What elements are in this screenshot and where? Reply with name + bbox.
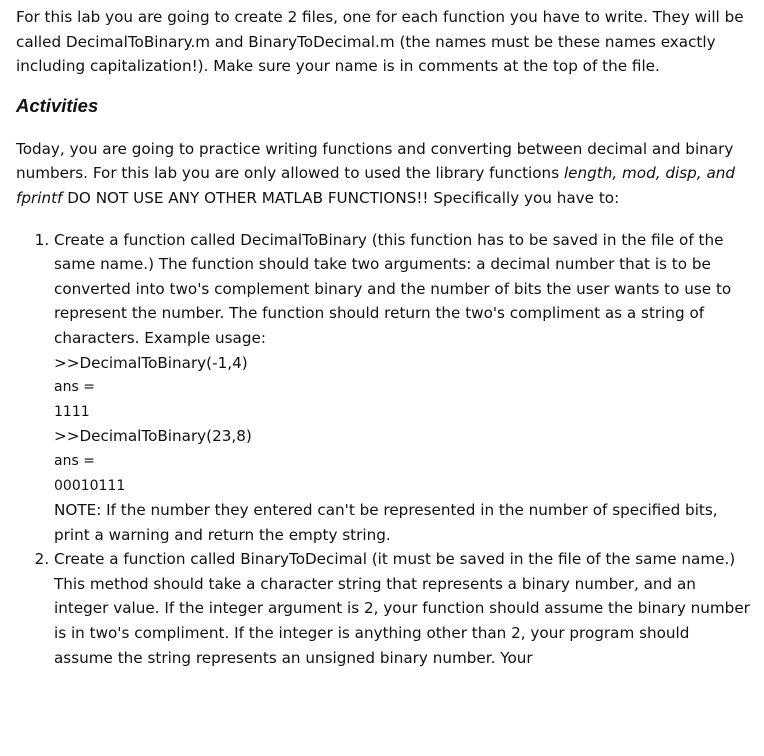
example-1-ans: ans = xyxy=(54,379,95,396)
list-item xyxy=(54,547,752,670)
activity-list xyxy=(16,228,752,671)
item-2-text: Create a function called BinaryToDecimal (it must be saved in the file of the same name.) This method should take a character string that represents a binary number, and an integer value. If the integer argument is 2, your function should assume the binary number is in two's compliment. If the integer is anything other than 2, your program should assume the string represents an unsigned binary number. Your xyxy=(54,550,750,667)
activities-text-start: Today, you are going to practice writing functions and converting between decimal and binary numbers. For this lab you are only allowed to used the library functions xyxy=(16,139,734,183)
example-2-value: 00010111 xyxy=(54,477,126,494)
example-2-command: >>DecimalToBinary(23,8) xyxy=(54,427,252,446)
intro-paragraph: For this lab you are going to create 2 files, one for each function you have to write. They will be called DecimalToBinary.m and BinaryToDecimal.m (the names must be these names exactly including capitalization!). Make sure your name is in comments at the top of the file. xyxy=(16,8,744,76)
item-1-text: Create a function called DecimalToBinary (this function has to be saved in the file of the same name.) The function should take two arguments: a decimal number that is to be converted into two's complement binary and the number of bits the user wants to use to represent the number. The function should return the two's compliment as a string of characters. Example usage: xyxy=(54,230,732,347)
item-1-note: NOTE: If the number they entered can't be represented in the number of specified bits, print a warning and return the empty string. xyxy=(54,501,718,544)
document-page xyxy=(16,5,752,670)
list-item xyxy=(54,228,752,548)
example-1-value: 1111 xyxy=(54,403,90,420)
activities-heading: Activities xyxy=(16,94,99,116)
example-1-command: >>DecimalToBinary(-1,4) xyxy=(54,353,248,372)
example-2-ans: ans = xyxy=(54,452,95,469)
activities-paragraph xyxy=(16,137,752,211)
allowed-functions: length, mod, disp, and fprintf xyxy=(16,164,736,207)
activities-section xyxy=(16,94,752,118)
activities-text-end: DO NOT USE ANY OTHER MATLAB FUNCTIONS!! Specifically you have to: xyxy=(62,188,620,207)
